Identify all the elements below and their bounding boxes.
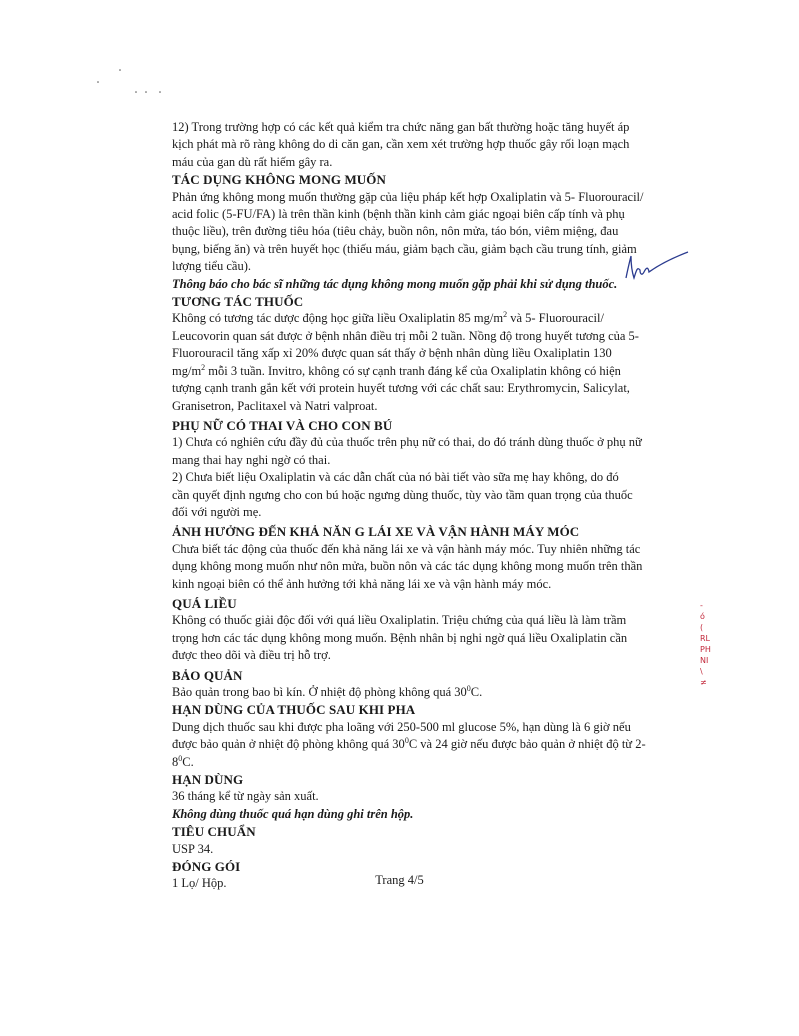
- section-heading: TIÊU CHUẨN: [172, 824, 256, 840]
- stamp-text: NI: [700, 656, 709, 665]
- stamp-text: -: [700, 601, 703, 610]
- stamp-text: \: [700, 667, 703, 676]
- text-line: Phản ứng không mong muốn thường gặp của liệu pháp kết hợp Oxaliplatin và 5- Fluorouracil/: [172, 189, 644, 204]
- text-line: mang thai hay nghi ngờ có thai.: [172, 452, 331, 467]
- warning-text: Không dùng thuốc quá hạn dùng ghi trên hộp.: [172, 806, 414, 821]
- text-line: Fluorouracil tăng xấp xỉ 20% được quan sát thấy ở bệnh nhân dùng liều Oxaliplatin 130: [172, 346, 612, 361]
- text-line: 12) Trong trường hợp có các kết quả kiểm tra chức năng gan bất thường hoặc tăng huyết áp: [172, 120, 630, 134]
- stamp-text: (: [700, 623, 704, 632]
- stamp-text: ó: [700, 612, 705, 621]
- section-driving: [172, 523, 720, 593]
- section-heading: BẢO QUẢN: [172, 667, 243, 683]
- section-pregnancy: [172, 417, 720, 521]
- section-heading: TÁC DỤNG KHÔNG MONG MUỐN: [172, 172, 386, 188]
- stamp-text: ≠: [700, 678, 707, 687]
- section-heading: PHỤ NỮ CÓ THAI VÀ CHO CON BÚ: [172, 417, 393, 433]
- text-line: 2) Chưa biết liệu Oxaliplatin và các dẫn chất của nó bài tiết vào sữa mẹ hay không, do đó: [172, 470, 619, 485]
- text-line: $8^0C$.: [172, 753, 194, 769]
- section-shelf-life: [172, 771, 720, 823]
- stamp-text: RL: [700, 634, 711, 643]
- scan-specks: [90, 68, 170, 98]
- section-heading: ẢNH HƯỞNG ĐẾN KHẢ NĂN G LÁI XE VÀ VẬN HÀNH MÁY MÓC: [172, 524, 580, 540]
- text-line: kịch phát mà rõ ràng không do di căn gan, cần xem xét trường hợp thuốc gây rối loạn mạch: [172, 137, 630, 152]
- text-line: 36 tháng kể từ ngày sản xuất.: [172, 789, 319, 804]
- page-number: Trang 4/5: [375, 873, 424, 887]
- section-heading: HẠN DÙNG CỦA THUỐC SAU KHI PHA: [172, 702, 416, 718]
- text-line: Bảo quản trong bao bì kín. Ở nhiệt độ phòng không quá $30^0C$.: [172, 684, 483, 699]
- text-line: Không có thuốc giải độc đối với quá liều Oxaliplatin. Triệu chứng của quá liều là làm trầm: [172, 613, 627, 628]
- text-line: đối với người mẹ.: [172, 504, 262, 519]
- text-line: lượng tiểu cầu).: [172, 259, 251, 274]
- section-storage: [172, 667, 720, 702]
- text-line: USP 34.: [172, 841, 214, 856]
- section-standard: [172, 823, 720, 858]
- text-line: Granisetron, Paclitaxel và Natri valproat.: [172, 398, 378, 413]
- section-overdose: [172, 595, 720, 665]
- text-line: Chưa biết tác động của thuốc đến khả năng lái xe và vận hành máy móc. Tuy nhiên những tác: [172, 541, 641, 556]
- text-line: Không có tương tác dược động học giữa liều Oxaliplatin 85 $mg/m^2$ và 5- Fluorouracil/: [172, 310, 604, 326]
- section-interactions: [172, 293, 720, 415]
- text-line: $mg/m^2$ mỗi 3 tuần. Invitro, không có sự cạnh tranh đáng kể của Oxaliplatin không có hiện: [172, 362, 621, 378]
- text-line: 1 Lọ/ Hộp.: [172, 876, 227, 891]
- text-line: Leucovorin quan sát được ở bệnh nhân điều trị mỗi 2 tuần. Nồng độ trong huyết tương của 5-: [172, 328, 639, 343]
- stamp-text: PH: [700, 645, 711, 654]
- text-line: kinh ngoại biên có thể ảnh hưởng tới khả năng lái xe và vận hành máy móc.: [172, 576, 552, 591]
- signature-mark: [622, 248, 692, 288]
- text-line: máu của gan dù rất hiếm gây ra.: [172, 154, 333, 169]
- text-line: cần quyết định ngưng cho con bú hoặc ngưng dùng thuốc, tùy vào tầm quan trọng của thuốc: [172, 487, 633, 502]
- text-line: acid folic (5-FU/FA) là trên thần kinh (bệnh thần kinh cảm giác ngoại biên cấp tính và phụ: [172, 207, 625, 222]
- text-line: Dung dịch thuốc sau khi được pha loãng với 250-500 ml glucose 5%, hạn dùng là 6 giờ nếu: [172, 719, 631, 734]
- text-line: bụng, biếng ăn) và trên huyết học (thiếu máu, giảm bạch cầu, giảm bạch cầu trung tính, giảm: [172, 241, 637, 256]
- text-line: trọng hơn các tác dụng không mong muốn. Bệnh nhân bị nghi ngờ quá liều Oxaliplatin cần: [172, 630, 628, 645]
- text-line: 1) Chưa có nghiên cứu đầy đủ của thuốc trên phụ nữ có thai, do đó tránh dùng thuốc ở phụ nữ: [172, 435, 642, 450]
- section-item-12: [172, 119, 720, 171]
- text-line: thuộc liều), trên đường tiêu hóa (tiêu chảy, buồn nôn, nôn mửa, táo bón, viêm miệng, đau: [172, 224, 619, 239]
- text-line: tượng cạnh tranh gắn kết với protein huyết tương với các chất sau: Erythromycin, Salicylat,: [172, 381, 630, 396]
- red-stamp-fragment: [700, 600, 730, 720]
- section-heading: TƯƠNG TÁC THUỐC: [172, 294, 304, 310]
- text-line: được theo dõi và điều trị hỗ trợ.: [172, 648, 331, 663]
- section-after-dilution: [172, 701, 720, 771]
- text-line: được bảo quản ở nhiệt độ phòng không quá $30^0C$ và 24 giờ nếu được bảo quản ở nhiệt độ từ 2-: [172, 736, 646, 752]
- section-heading: ĐÓNG GÓI: [172, 859, 241, 875]
- section-heading: HẠN DÙNG: [172, 772, 244, 788]
- text-line: dụng không mong muốn như nôn mửa, buồn nôn và các tác dụng không mong muốn trên thần: [172, 559, 643, 574]
- notice-text: Thông báo cho bác sĩ những tác dụng không mong muốn gặp phải khi sử dụng thuốc.: [172, 276, 618, 291]
- section-heading: QUÁ LIỀU: [172, 595, 237, 611]
- document-body: [172, 119, 720, 893]
